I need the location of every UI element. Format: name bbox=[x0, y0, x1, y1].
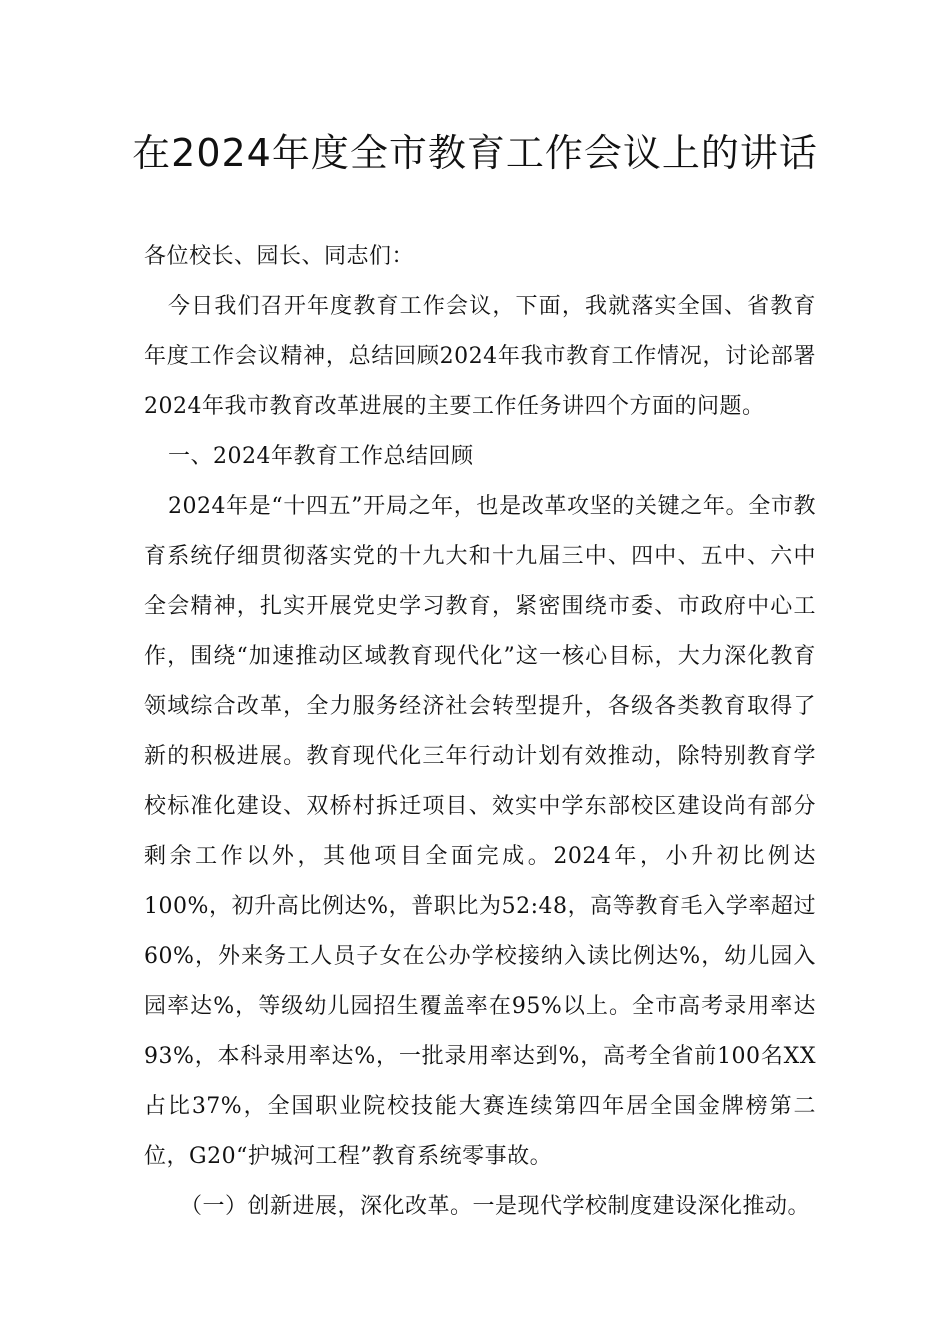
document-title: 在2024年度全市教育工作会议上的讲话 bbox=[132, 131, 818, 175]
paragraph-summary: 2024年是“十四五”开局之年，也是改革攻坚的关键之年。全市教育系统仔细贯彻落实党的十九大和十九届三中、四中、五中、六中全会精神，扎实开展党史学习教育，紧密围绕市委、市政府中心工作，围绕“加速推动区域教育现代化”这一核心目标，大力深化教育领域综合改革，全力服务经济社会转型提升，各级各类教育取得了新的积极进展。教育现代化三年行动计划有效推动，除特别教育学校标准化建设、双桥村拆迁项目、效实中学东部校区建设尚有部分剩余工作以外，其他项目全面完成。2024年，小升初比例达100%，初升高比例达%，普职比为52:48，高等教育毛入学率超过60%，外来务工人员子女在公办学校接纳入读比例达%，幼儿园入园率达%，等级幼儿园招生覆盖率在95%以上。全市高考录用率达93%，本科录用率达%，一批录用率达到%，高考全省前100名XX占比37%，全国职业院校技能大赛连续第四年居全国金牌榜第二位，G20“护城河工程”教育系统零事故。 bbox=[144, 494, 816, 1169]
subsection-heading: （一）创新进展，深化改革。一是现代学校制度建设深化推动。 bbox=[180, 1194, 811, 1219]
document-body bbox=[144, 232, 816, 1232]
section-heading: 一、2024年教育工作总结回顾 bbox=[168, 444, 474, 469]
paragraph-intro: 今日我们召开年度教育工作会议，下面，我就落实全国、省教育年度工作会议精神，总结回顾2024年我市教育工作情况，讨论部署2024年我市教育改革进展的主要工作任务讲四个方面的问题。 bbox=[144, 294, 816, 419]
salutation: 各位校长、园长、同志们： bbox=[144, 244, 415, 269]
